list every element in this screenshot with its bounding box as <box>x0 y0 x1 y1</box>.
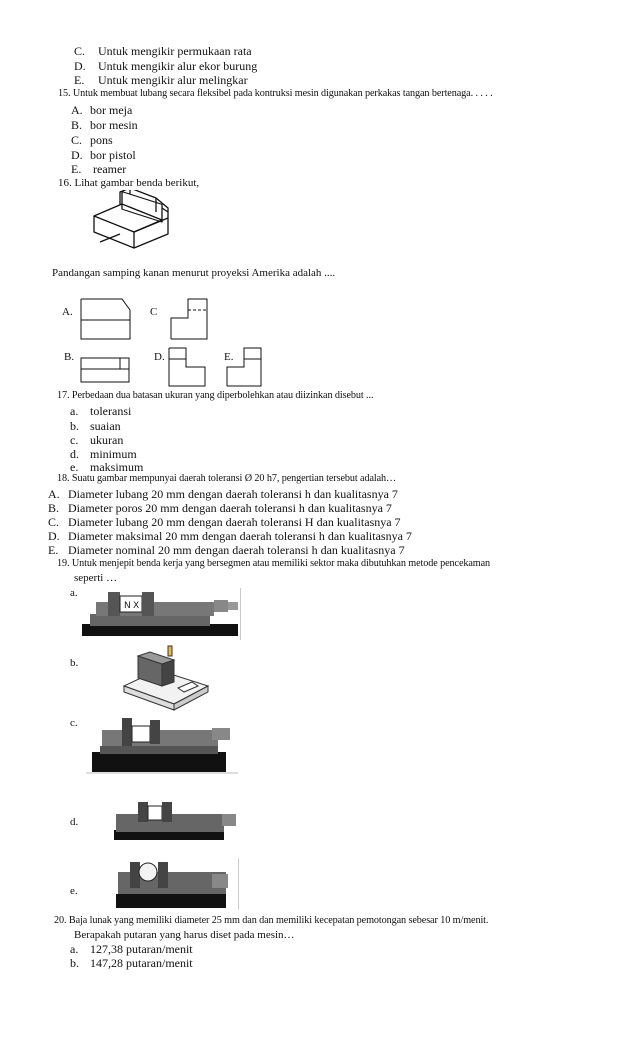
q15-option-a-letter: A. <box>71 103 83 117</box>
q15-stem: 15. Untuk membuat lubang secara fleksibel pada kontruksi mesin digunakan perkakas tangan bertenaga. . . . . <box>58 88 493 99</box>
q17-option-a-letter: a. <box>70 404 79 418</box>
q19-option-b-label: b. <box>70 657 79 669</box>
q16-option-a-label: A. <box>62 306 73 318</box>
q20-option-a-text: 127,38 putaran/menit <box>90 942 193 956</box>
q19-option-e-label: e. <box>70 885 78 897</box>
q18-option-e-letter: E. <box>48 543 59 557</box>
q16-option-b-label: B. <box>64 351 75 363</box>
q20-stem-line1: 20. Baja lunak yang memiliki diameter 25 mm dan dan memiliki kecepatan pemotongan sebesar 10 m/menit. <box>54 915 489 926</box>
q15-option-d-letter: D. <box>71 148 83 162</box>
q15-option-e-letter: E. <box>71 162 82 176</box>
q17-option-c-text: ukuran <box>90 433 124 447</box>
q18-option-c-text: Diameter lubang 20 mm dengan daerah toleransi H dan kualitasnya 7 <box>68 515 401 529</box>
q18-option-d-letter: D. <box>48 529 60 543</box>
q18-option-e-text: Diameter nominal 20 mm dengan daerah toleransi h dan kualitasnya 7 <box>68 543 405 557</box>
q14-option-c-letter: C. <box>74 44 86 58</box>
q14-option-d-text: Untuk mengikir alur ekor burung <box>98 59 258 73</box>
q19-option-c-label: c. <box>70 717 78 729</box>
q14-option-c-text: Untuk mengikir permukaan rata <box>98 44 252 58</box>
q16-isometric-figure <box>90 190 176 256</box>
q19-option-a-label: a. <box>70 587 78 599</box>
q15-option-d-text: bor pistol <box>90 148 136 162</box>
q15-option-b-text: bor mesin <box>90 118 138 132</box>
q14-option-e-letter: E. <box>74 73 85 87</box>
q19-option-c-vise-image <box>86 712 238 774</box>
q17-option-b-letter: b. <box>70 419 79 433</box>
q15-option-a-text: bor meja <box>90 103 133 117</box>
q16-option-d-label: D. <box>154 351 165 363</box>
q16-option-e-label: E. <box>224 351 234 363</box>
q16-option-b-view <box>80 357 130 383</box>
q17-option-d-letter: d. <box>70 447 79 461</box>
q17-option-d-text: minimum <box>90 447 137 461</box>
q16-option-c-view <box>170 298 208 340</box>
svg-text:X: X <box>133 601 140 611</box>
q14-option-d-letter: D. <box>74 59 86 73</box>
q16-option-c-label: C <box>150 306 158 318</box>
q15-option-b-letter: B. <box>71 118 83 132</box>
q18-option-b-text: Diameter poros 20 mm dengan daerah toleransi h dan kualitasnya 7 <box>68 501 392 515</box>
q19-stem-line2: seperti … <box>74 572 118 584</box>
q15-option-c-letter: C. <box>71 133 83 147</box>
q20-option-b-text: 147,28 putaran/menit <box>90 956 193 970</box>
q19-option-d-label: d. <box>70 816 79 828</box>
q17-option-e-text: maksimum <box>90 460 144 474</box>
q18-option-c-letter: C. <box>48 515 60 529</box>
svg-text:N: N <box>124 601 131 611</box>
q19-option-d-vise-image <box>112 800 240 842</box>
q18-option-a-letter: A. <box>48 487 60 501</box>
q15-option-c-text: pons <box>90 133 113 147</box>
q17-option-e-letter: e. <box>70 460 79 474</box>
q18-option-b-letter: B. <box>48 501 60 515</box>
q17-option-c-letter: c. <box>70 433 79 447</box>
q20-stem-line2: Berapakah putaran yang harus diset pada mesin… <box>74 929 295 941</box>
q20-option-a-letter: a. <box>70 942 79 956</box>
q18-option-a-text: Diameter lubang 20 mm dengan daerah toleransi h dan kualitasnya 7 <box>68 487 398 501</box>
q19-stem-line1: 19. Untuk menjepit benda kerja yang bersegmen atau memiliki sektor maka dibutuhkan metode pencekaman <box>57 558 491 569</box>
q17-option-a-text: toleransi <box>90 404 132 418</box>
q16-prompt: Pandangan samping kanan menurut proyeksi Amerika adalah .... <box>52 267 336 279</box>
q16-stem: 16. Lihat gambar benda berikut, <box>58 177 200 189</box>
q16-option-a-view <box>80 298 132 340</box>
q14-option-e-text: Untuk mengikir alur melingkar <box>98 73 248 87</box>
q18-stem: 18. Suatu gambar mempunyai daerah toleransi Ø 20 h7, pengertian tersebut adalah… <box>57 473 397 484</box>
q16-option-e-view <box>226 347 262 387</box>
q17-stem: 17. Perbedaan dua batasan ukuran yang diperbolehkan atau diizinkan disebut ... <box>57 390 374 401</box>
q16-option-d-view <box>168 347 206 387</box>
q19-option-a-vise-image <box>80 588 244 640</box>
q19-option-b-fixture-image <box>122 644 212 712</box>
q18-option-d-text: Diameter maksimal 20 mm dengan daerah toleransi h dan kualitasnya 7 <box>68 529 412 543</box>
q15-option-e-text: reamer <box>93 162 127 176</box>
q19-option-e-vise-image <box>112 858 240 910</box>
q20-option-b-letter: b. <box>70 956 79 970</box>
q17-option-b-text: suaian <box>90 419 121 433</box>
